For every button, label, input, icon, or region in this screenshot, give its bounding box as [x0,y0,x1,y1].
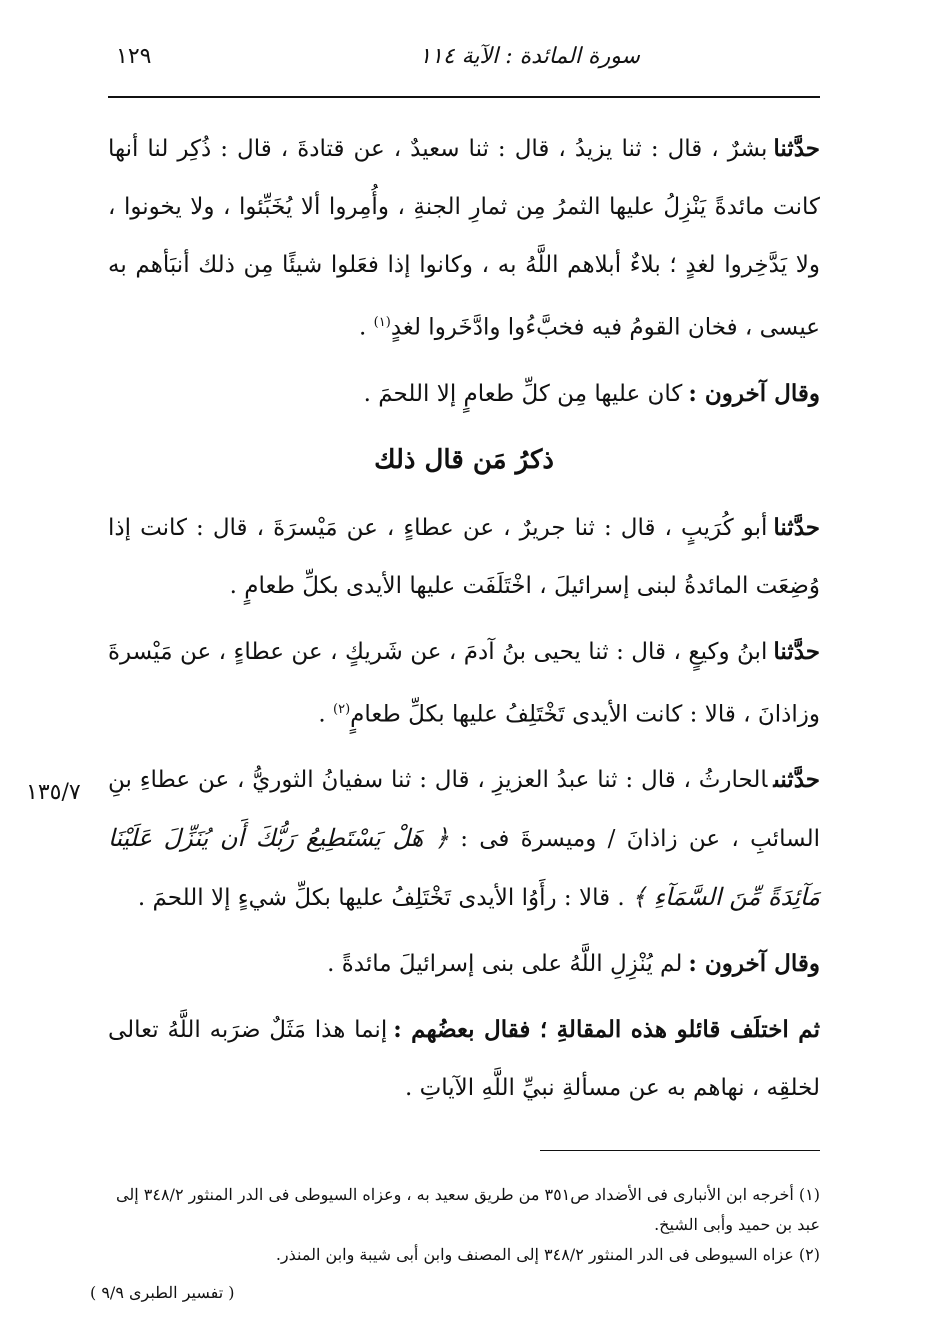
footnote-ref: (١) [373,315,391,330]
paragraph [108,935,820,993]
paragraph-lead: حدَّثنا [773,135,820,162]
quran-verse: ﴿ هَلْ يَسْتَطِيعُ رَبُّكَ أَن يُنَزِّلَ عَلَيْنَا مَآئِدَةً مِّنَ السَّمَآءِ ﴾ [108,824,820,912]
paragraph-lead: وقال آخرون : [688,950,820,978]
paragraph [108,120,820,357]
paragraph-tail: . [359,314,374,341]
paragraph [108,499,820,615]
footnote: (١) أخرجه ابن الأنبارى فى الأضداد ص٣٥١ من طريق سعيد به ، وعزاه السيوطى فى الدر المنثور ٣٤٨/٢ إلى عبد بن حميد وأبى الشيخ. [116,1185,820,1234]
footnote: (٢) عزاه السيوطى فى الدر المنثور ٣٤٨/٢ إلى المصنف وابن أبى شيبة وابن المنذر. [275,1245,820,1264]
paragraph-text: لم يُنْزِلِ اللَّهُ على بنى إسرائيلَ مائدةً . [327,951,683,978]
main-text [108,120,820,1125]
running-title: سورة المائدة : الآية ١١٤ [419,44,640,69]
paragraph-text: أبو كُرَيبٍ ، قال : ثنا جريرٌ ، عن عطاءٍ ، عن مَيْسرَةَ ، قال : كانت إذا وُضِعَت المائدةُ لبنى إسرائيلَ ، اخْتَلَفَت عليها الأيدى بكلِّ طعامٍ . [108,514,820,599]
paragraph-lead: حدَّثنا [773,513,820,541]
page-number: ١٢٩ [116,44,152,69]
paragraph-text: إنما هذا مَثَلٌ ضرَبه اللَّهُ تعالى لخلقِه ، نهاهم به عن مسألةِ نبيِّ اللَّهِ الآياتِ . [108,1017,820,1102]
book-reference: ( تفسير الطبرى ٩/٩ ) [90,1283,235,1302]
margin-note: ١٣٥/٧ [26,780,81,805]
paragraph-text: الحارثُ ، قال : ثنا عبدُ العزيزِ ، قال : ثنا سفيانُ الثوريُّ ، عن عطاءِ بنِ السائبِ ، عن زاذانَ / وميسرةَ فى : [108,767,821,853]
paragraph-tail: . قالا : رأَوُا الأيدى تَخْتَلِفُ عليها بكلِّ شيءٍ إلا اللحمَ . [137,885,625,912]
paragraph [108,1001,820,1117]
paragraph-tail: . [318,701,334,728]
paragraph-lead: حدَّثنى [773,766,820,794]
paragraph-lead: حدَّثنا [773,637,820,665]
paragraph-text: كان عليها مِن كلِّ طعامٍ إلا اللحمَ . [363,380,683,407]
header-rule [108,96,820,98]
section-heading: ذكرُ مَن قال ذلك [374,444,554,475]
paragraph-text: بشرٌ ، قال : ثنا يزيدُ ، قال : ثنا سعيدٌ ، عن قتادةَ ، قال : ذُكِر لنا أنها كانت مائدةً يَنْزِلُ عليها الثمرُ مِن ثمارِ الجنةِ ، وأُمِروا ألا يُخَبِّئوا ، ولا يخونوا ، ولا يَدَّخِروا لغدٍ ؛ بلاءٌ أبلاهم اللَّهُ به ، وكانوا إذا فعَلوا شيئًا مِن ذلك أنبَأهم به عيسى ، فخان القومُ فيه فخبَّءُوا وادَّخَروا لغدٍ [108,136,820,341]
page-header [108,40,820,80]
paragraph [108,751,820,927]
footnote-ref: (٢) [333,701,351,717]
paragraph [108,365,820,423]
footnotes [100,1180,820,1270]
paragraph-text: ابنُ وكيعٍ ، قال : ثنا يحيى بنُ آدمَ ، عن شَريكٍ ، عن عطاءٍ ، عن مَيْسرةَ وزاذانَ ، قالا : كانت الأيدى تَخْتَلِفُ عليها بكلِّ طعامٍ [108,638,820,728]
paragraph-lead: ثم اختلَف قائلو هذه المقالةِ ؛ فقال بعضُهم : [393,1016,820,1044]
paragraph [108,623,820,744]
footnote-rule [540,1150,820,1151]
paragraph-lead: وقال آخرون : [688,379,820,407]
